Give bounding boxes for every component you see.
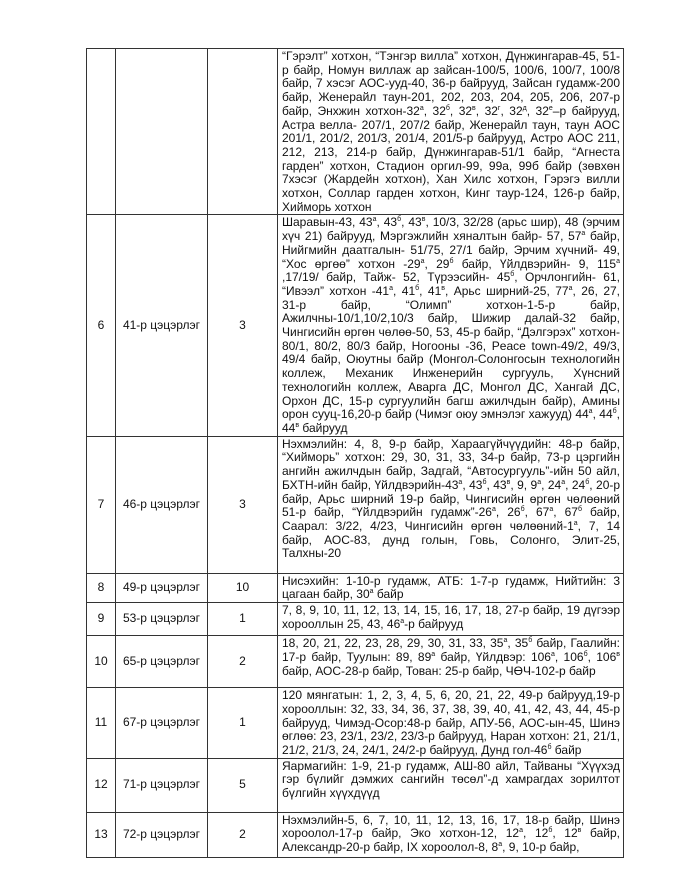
superscript-letter: а	[519, 827, 523, 835]
superscript-letter: а	[419, 104, 424, 112]
superscript-letter: б	[583, 650, 588, 658]
address-text: , 20-р байр, Арьс ширний 19-р байр, Чингисийн өргөн чөлөөний 51-р байр, “Үйлдвэрийн гудамж”-26	[282, 477, 621, 520]
address-text: , 10/3, 32/28 (арьс шир), 48 (эрчим хүч 21) байрууд, Мэргэжлийн хяналтын байр- 57, 57	[282, 215, 621, 244]
superscript-letter: а	[400, 617, 405, 625]
table-row	[87, 215, 624, 436]
superscript-letter: б	[548, 827, 553, 835]
address-list-cell	[278, 812, 624, 857]
count-cell: 2	[208, 812, 278, 857]
address-text: 120 мянгатын: 1, 2, 3, 4, 5, 6, 20, 21, 22, 49-р байрууд,19-р хорооллын: 32, 33, 34, 36, 37, 38, 39, 40, 41, 42, 43, 44, 45-р байрууд, Чимэд-Осор:48-р байр, АПУ-56, АОС-ын-45, Шинэ өглөө: 23, 23/1, 23/2, 23/3-р байрууд, Наран хотхон: 21, 21/1, 21/2, 21/3, 24, 24/1, 24/2-р байрууд, Дунд гол-46	[282, 688, 620, 757]
superscript-letter: б	[547, 743, 552, 751]
count-cell: 3	[208, 436, 278, 573]
superscript-letter: а	[431, 650, 436, 658]
address-list-cell	[278, 636, 624, 688]
superscript-letter: а	[568, 284, 573, 292]
address-text: байр, АОС-28-р байр, Тован: 25-р байр, ЧӨЧ-102-р байр	[282, 663, 596, 678]
address-text: , 35	[507, 636, 529, 651]
address-list-cell	[278, 688, 624, 759]
superscript-letter: а	[389, 284, 394, 292]
address-list-cell	[278, 215, 624, 436]
address-text: Нэхмэлийн: 4, 8, 9-р байр, Хараагүйчүүдийн: 48-р байр, “Хийморь” хотхон: 29, 30, 31, 33, 34-р байр, 73-р цэргийн ангийн ажилчдын байр, Задгай, “Автосургууль”-ийн 50 айл, БХТН-ийн байр, Үйлдвэрийн-43	[282, 436, 620, 492]
superscript-letter: а	[549, 506, 554, 514]
address-list-cell	[278, 603, 624, 636]
superscript-letter: б	[510, 271, 515, 279]
kindergarten-name-cell: 65-р цэцэрлэг	[116, 636, 208, 688]
address-text: , 44	[282, 407, 620, 435]
address-text: –р байрууд, Астра велла- 207/1, 207/2 байр, Женерайл таун, таун АОС 201/1, 201/2, 201/3, 201/4, 201/5-р байрууд, Астро АОС 211, 212, 213, 214-р байр, Дүнжингарав-51/1 байр, “Агнеста гарден” хотхон, Стадион оргил-99, 99а, 99б байр (зөвхөн 7хэсэг (Жардейн хотхон), Хан Хилс хотхон, Гэрэгэ вилли хотхон, Соллар гарден хотхон, Кинг таур-124, 126-р байр, Хийморь хотхон	[282, 103, 621, 214]
address-text: , 24	[541, 477, 562, 492]
superscript-letter: а	[588, 408, 593, 416]
address-text: байр, Үйлдвэр: 106	[435, 649, 551, 664]
address-list-cell	[278, 758, 624, 812]
superscript-letter: а	[581, 230, 586, 238]
address-text: , 12	[552, 826, 578, 841]
address-text: 18, 20, 21, 22, 23, 28, 29, 30, 31, 33, 35	[282, 636, 504, 651]
superscript-letter: а	[420, 257, 425, 265]
superscript-letter: а	[573, 519, 578, 527]
kindergarten-name-cell: 53-р цэцэрлэг	[116, 603, 208, 636]
superscript-letter: б	[415, 284, 420, 292]
address-text: , 9, 9	[510, 477, 538, 492]
superscript-letter: б	[528, 637, 533, 645]
address-text: байр, Александр-20-р байр, IX хороолол-8, 8	[282, 826, 621, 855]
row-number-cell: 7	[87, 436, 116, 573]
superscript-letter: а	[372, 216, 377, 224]
address-text: , 32	[423, 103, 446, 118]
count-cell	[208, 49, 278, 215]
address-text: байр, Саарал: 3/22, 4/23, Чингисийн өргөн чөлөөний-1	[282, 505, 620, 533]
row-number-cell: 9	[87, 603, 116, 636]
superscript-letter: в	[506, 478, 511, 486]
address-text: , 32	[475, 103, 498, 118]
count-cell: 5	[208, 758, 278, 812]
superscript-letter: б	[585, 478, 590, 486]
superscript-letter: б	[577, 506, 582, 514]
superscript-letter: а	[537, 478, 542, 486]
address-text: , 12	[522, 826, 549, 841]
superscript-letter: б	[520, 506, 525, 514]
superscript-letter: в	[577, 827, 582, 835]
superscript-letter: в	[421, 216, 426, 224]
kindergarten-name-cell: 49-р цэцэрлэг	[116, 573, 208, 602]
superscript-letter: а	[491, 506, 496, 514]
address-text: , 26	[495, 505, 521, 520]
address-text: , 67	[524, 505, 550, 520]
address-text: , 24	[565, 477, 586, 492]
row-number-cell: 12	[87, 758, 116, 812]
superscript-letter: б	[482, 478, 487, 486]
address-text: , 43	[376, 215, 398, 230]
address-text: , 43	[401, 215, 422, 230]
address-text: Яармагийн: 1-9, 21-р гудамж, АШ-80 айл, Тайваны “Хүүхэд гэр бүлийг дэмжих сангийн төсөл”-д хамрагдах зорилтот бүлгийн хүүхдүүд	[282, 758, 620, 801]
superscript-letter: б	[445, 104, 450, 112]
address-text: , 29	[424, 256, 450, 271]
address-text: ,17/19/ байр, Тайж- 52, Түрээсийн- 45	[282, 270, 511, 285]
address-text: , 7, 14 байр, АОС-83, дунд голын, Говь, Солонго, Элит-25, Талхны-20	[282, 518, 621, 561]
address-text: Шаравын-43, 43	[282, 215, 373, 230]
table-row	[87, 603, 624, 636]
kindergarten-name-cell: 67-р цэцэрлэг	[116, 688, 208, 759]
address-text: Нисэхийн: 1-10-р гудамж, АТБ: 1-7-р гудамж, Нийтийн: 3 цагаан байр, 30	[282, 573, 620, 602]
superscript-letter: д	[522, 104, 527, 112]
address-text: , 32	[500, 103, 523, 118]
address-text: -р байрууд	[404, 616, 464, 631]
superscript-letter: а	[561, 478, 566, 486]
superscript-letter: в	[616, 650, 620, 658]
address-text: , 41	[419, 283, 442, 298]
superscript-letter: е	[548, 104, 553, 112]
address-list-cell	[278, 49, 624, 215]
superscript-letter: б	[449, 257, 454, 265]
kindergarten-name-cell	[116, 49, 208, 215]
superscript-letter: б	[397, 216, 402, 224]
address-text: , 43	[462, 477, 483, 492]
row-number-cell: 10	[87, 636, 116, 688]
superscript-letter: а	[550, 650, 555, 658]
table-row	[87, 573, 624, 602]
superscript-letter: а	[369, 588, 374, 596]
address-text: , 41	[393, 283, 416, 298]
table-row	[87, 436, 624, 573]
count-cell: 1	[208, 603, 278, 636]
row-number-cell: 11	[87, 688, 116, 759]
kindergarten-name-cell: 41-р цэцэрлэг	[116, 215, 208, 436]
address-text: байр, Нийгмийн даатгалын- 51/75, 27/1 байр, Эрчим хүчний- 49, “Хос өргөө” хотхон -29	[282, 229, 620, 271]
address-text: байр	[551, 742, 582, 757]
address-list-cell	[278, 573, 624, 602]
row-number-cell	[87, 49, 116, 215]
superscript-letter: а	[616, 257, 621, 265]
address-text: байрууд	[299, 420, 348, 435]
address-text: , 32	[526, 103, 549, 118]
superscript-letter: в	[441, 284, 445, 292]
table-row	[87, 636, 624, 688]
address-text: , 32	[449, 103, 473, 118]
superscript-letter: а	[458, 478, 463, 486]
table-row	[87, 49, 624, 215]
address-text: , 106	[554, 649, 584, 664]
address-text: байр	[373, 587, 404, 602]
address-text: , 9, 10-р байр,	[502, 840, 580, 855]
address-text: , 26, 27, 31-р байр, “Олимп” хотхон-1-5-р байр, Ажилчны-10/1,10/2,10/3 байр, Шижир далай-32 байр, Чингисийн өргөн чөлөө-50, 53, 45-р байр, “Дэлгэрэх” хотхон- 80/1, 80/2, 80/3 байр, Ногооны -36, Peace town-49/2, 49/3, 49/4 байр, Оюутны байр (Монгол-Солонгосын технологийн коллеж, Механик Инженерийн сургууль, Хүнсний технологийн коллеж, Аварга ДС, Монгол ДС, Хангай ДС, Орхон ДС, 15-р сургуулийн багш ажилчдын байр), Амины орон сууц-16,20-р байр (Чимэг оюу эмнэлэг хажууд) 44	[282, 283, 621, 422]
address-text: 7, 8, 9, 10, 11, 12, 13, 14, 15, 16, 17, 18, 27-р байр, 19 дүгээр хорооллын 25, 43, 46	[282, 603, 620, 631]
superscript-letter: в	[472, 104, 476, 112]
superscript-letter: б	[612, 408, 617, 416]
row-number-cell: 6	[87, 215, 116, 436]
address-text: , 67	[553, 505, 578, 520]
kindergarten-address-table	[86, 48, 624, 858]
superscript-letter: а	[498, 841, 503, 849]
address-text: , Арьс ширний-25, 77	[444, 283, 569, 298]
kindergarten-name-cell: 46-р цэцэрлэг	[116, 436, 208, 573]
kindergarten-name-cell: 71-р цэцэрлэг	[116, 758, 208, 812]
row-number-cell: 13	[87, 812, 116, 857]
superscript-letter: а	[503, 637, 508, 645]
count-cell: 3	[208, 215, 278, 436]
count-cell: 2	[208, 636, 278, 688]
superscript-letter: г	[497, 104, 501, 112]
count-cell: 1	[208, 688, 278, 759]
address-text: , Орчлонгийн- 61, “Ивээл” хотхон -41	[282, 270, 620, 298]
row-number-cell: 8	[87, 573, 116, 602]
table-row	[87, 812, 624, 857]
address-list-cell	[278, 436, 624, 573]
address-text: байр, Гаалийн: 17-р байр, Туулын: 89, 89	[282, 636, 620, 664]
kindergarten-name-cell: 72-р цэцэрлэг	[116, 812, 208, 857]
address-text: “Гэрэлт” хотхон, “Тэнгэр вилла” хотхон, Дүнжингарав-45, 51-р байр, Номун виллаж ар зайсан-100/5, 100/6, 100/7, 100/8 байр, 7 хэсэг АОС-ууд-40, 36-р байрууд, Зайсан гудамж-200 байр, Женерайл таун-201, 202, 203, 204, 205, 206, 207-р байр, Энхжин хотхон-32	[282, 49, 620, 118]
address-text: , 106	[587, 649, 617, 664]
address-text: Нэхмэлийн-5, 6, 7, 10, 11, 12, 13, 16, 17, 18-р байр, Шинэ хороолол-17-р байр, Эко хотхон-12, 12	[282, 812, 620, 841]
address-text: байр, Үйлдвэрийн- 9, 115	[453, 256, 617, 271]
table-row	[87, 758, 624, 812]
count-cell: 10	[208, 573, 278, 602]
address-text: , 43	[486, 477, 507, 492]
table-row	[87, 688, 624, 759]
superscript-letter: в	[295, 421, 300, 429]
address-text: , 44	[592, 407, 613, 422]
